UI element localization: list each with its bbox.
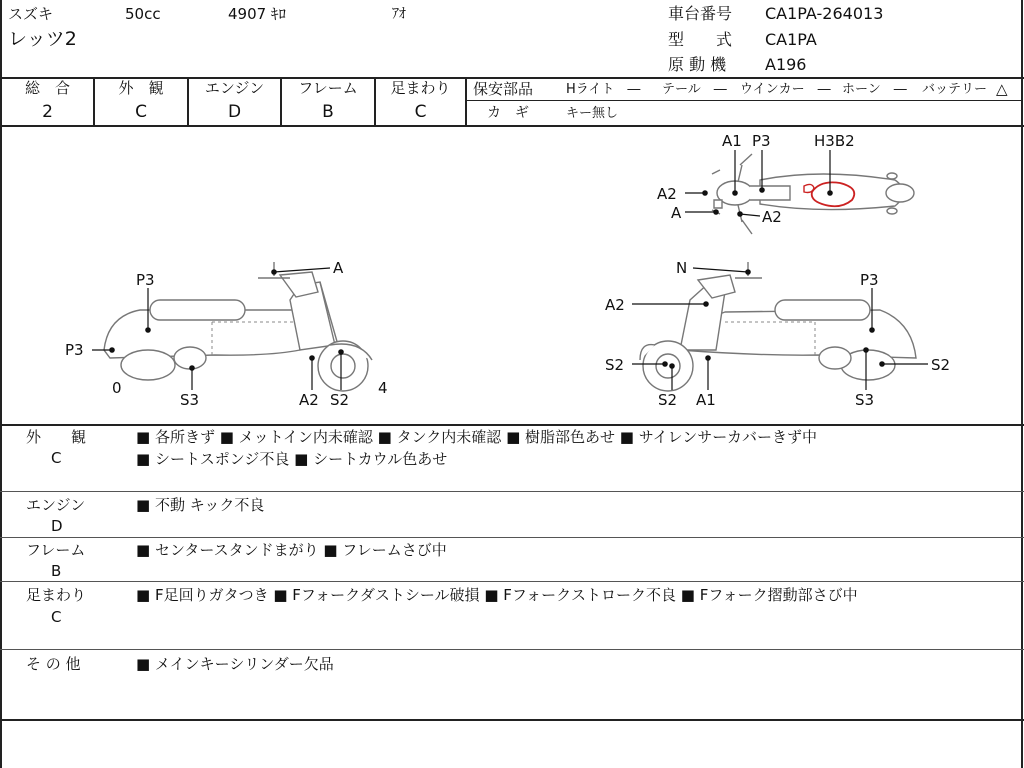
label-right-n: N (676, 259, 688, 277)
grade-frame: B (322, 102, 334, 122)
frame-no: CA1PA-264013 (765, 4, 884, 23)
safety-tail: テール ― (662, 82, 727, 97)
mileage: 4907 ｷﾛ (228, 5, 286, 23)
engine-value: A196 (765, 55, 807, 74)
note-frame-line-1: ■ センタースタンドまがり ■ フレームさび中 (136, 541, 447, 559)
engine-label: 原 動 機 (668, 55, 727, 74)
color: ｱｵ (392, 6, 406, 22)
grade-overall-label: 総 合 (24, 79, 70, 97)
label-right-s3: S3 (855, 391, 875, 409)
top-view (712, 154, 914, 234)
label-left-p3-left: P3 (65, 341, 84, 359)
scooter-diagram (0, 127, 1024, 424)
key-label: カ ギ (487, 105, 529, 121)
battery-mark: △ (996, 80, 1008, 98)
note-frame-grade: B (51, 562, 62, 580)
rule-notes-4 (0, 649, 1024, 650)
grade-suspension-label: 足まわり (390, 79, 451, 97)
type-label: 型 式 (668, 30, 733, 49)
note-other-label: そ の 他 (26, 655, 81, 673)
rule-notes-2 (0, 537, 1024, 538)
label-left-a2: A2 (299, 391, 319, 409)
grade-frame-label: フレーム (298, 79, 358, 97)
note-frame-label: フレーム (26, 541, 86, 559)
safety-battery: バッテリー (922, 82, 988, 97)
label-right-p3: P3 (860, 271, 879, 289)
label-left-s3: S3 (180, 391, 200, 409)
label-top-a1: A1 (722, 132, 742, 150)
note-engine-label: エンジン (26, 496, 86, 514)
displacement: 50cc (125, 5, 161, 23)
note-engine-line-1: ■ 不動 キック不良 (136, 496, 265, 514)
rule-diagram-bottom (0, 424, 1024, 426)
note-exterior-label: 外 観 (26, 428, 87, 446)
rule-notes-5 (0, 719, 1024, 721)
label-top-p3: P3 (752, 132, 771, 150)
grade-sep-5 (465, 77, 467, 127)
note-exterior-line-1: ■ 各所きず ■ メットイン内未確認 ■ タンク内未確認 ■ 樹脂部色あせ ■ サイレンサーカバーきず中 (136, 428, 818, 446)
grade-engine: D (227, 102, 242, 122)
note-engine-grade: D (51, 517, 63, 535)
label-top-h3b2: H3B2 (814, 132, 855, 150)
label-left-zero: 0 (112, 379, 122, 397)
label-right-a1: A1 (696, 391, 716, 409)
note-suspension-line-1: ■ F足回りガタつき ■ Fフォークダストシール破損 ■ Fフォークストローク不良 ■ Fフォーク摺動部さび中 (136, 586, 858, 604)
grade-overall: 2 (42, 102, 53, 122)
note-suspension-label: 足まわり (26, 586, 87, 604)
note-suspension-grade: C (51, 608, 62, 626)
label-right-s2-right: S2 (931, 356, 951, 374)
frame-no-label: 車台番号 (668, 4, 733, 23)
label-left-four: 4 (378, 379, 388, 397)
rule-notes-3 (0, 581, 1024, 582)
model-name: レッツ2 (8, 28, 77, 50)
label-left-a: A (333, 259, 344, 277)
label-right-a2: A2 (605, 296, 625, 314)
label-left-s2: S2 (330, 391, 350, 409)
note-exterior-grade: C (51, 449, 62, 467)
label-top-a-left: A (671, 204, 682, 222)
label-top-a2-left: A2 (657, 185, 677, 203)
label-right-s2-bottom: S2 (658, 391, 678, 409)
maker: スズキ (8, 5, 54, 23)
note-exterior-line-2: ■ シートスポンジ不良 ■ シートカウル色あせ (136, 450, 448, 468)
grade-suspension: C (414, 102, 427, 122)
key-value: キー無し (566, 106, 619, 121)
label-left-p3-top: P3 (136, 271, 155, 289)
grade-exterior-label: 外 観 (118, 79, 164, 97)
safety-hlight: Hライト ― (566, 82, 641, 97)
safety-label: 保安部品 (473, 80, 534, 98)
safety-winker: ウインカー ― (740, 82, 831, 97)
grade-exterior: C (135, 102, 147, 122)
rule-notes-1 (0, 491, 1024, 492)
type-value: CA1PA (765, 30, 817, 49)
safety-horn: ホーン ― (842, 82, 907, 97)
label-right-s2-left: S2 (605, 356, 625, 374)
label-top-a2-bottom: A2 (762, 208, 782, 226)
grade-engine-label: エンジン (204, 79, 265, 97)
note-other-line-1: ■ メインキーシリンダー欠品 (136, 655, 334, 673)
rule-grade-mid (466, 100, 1022, 101)
